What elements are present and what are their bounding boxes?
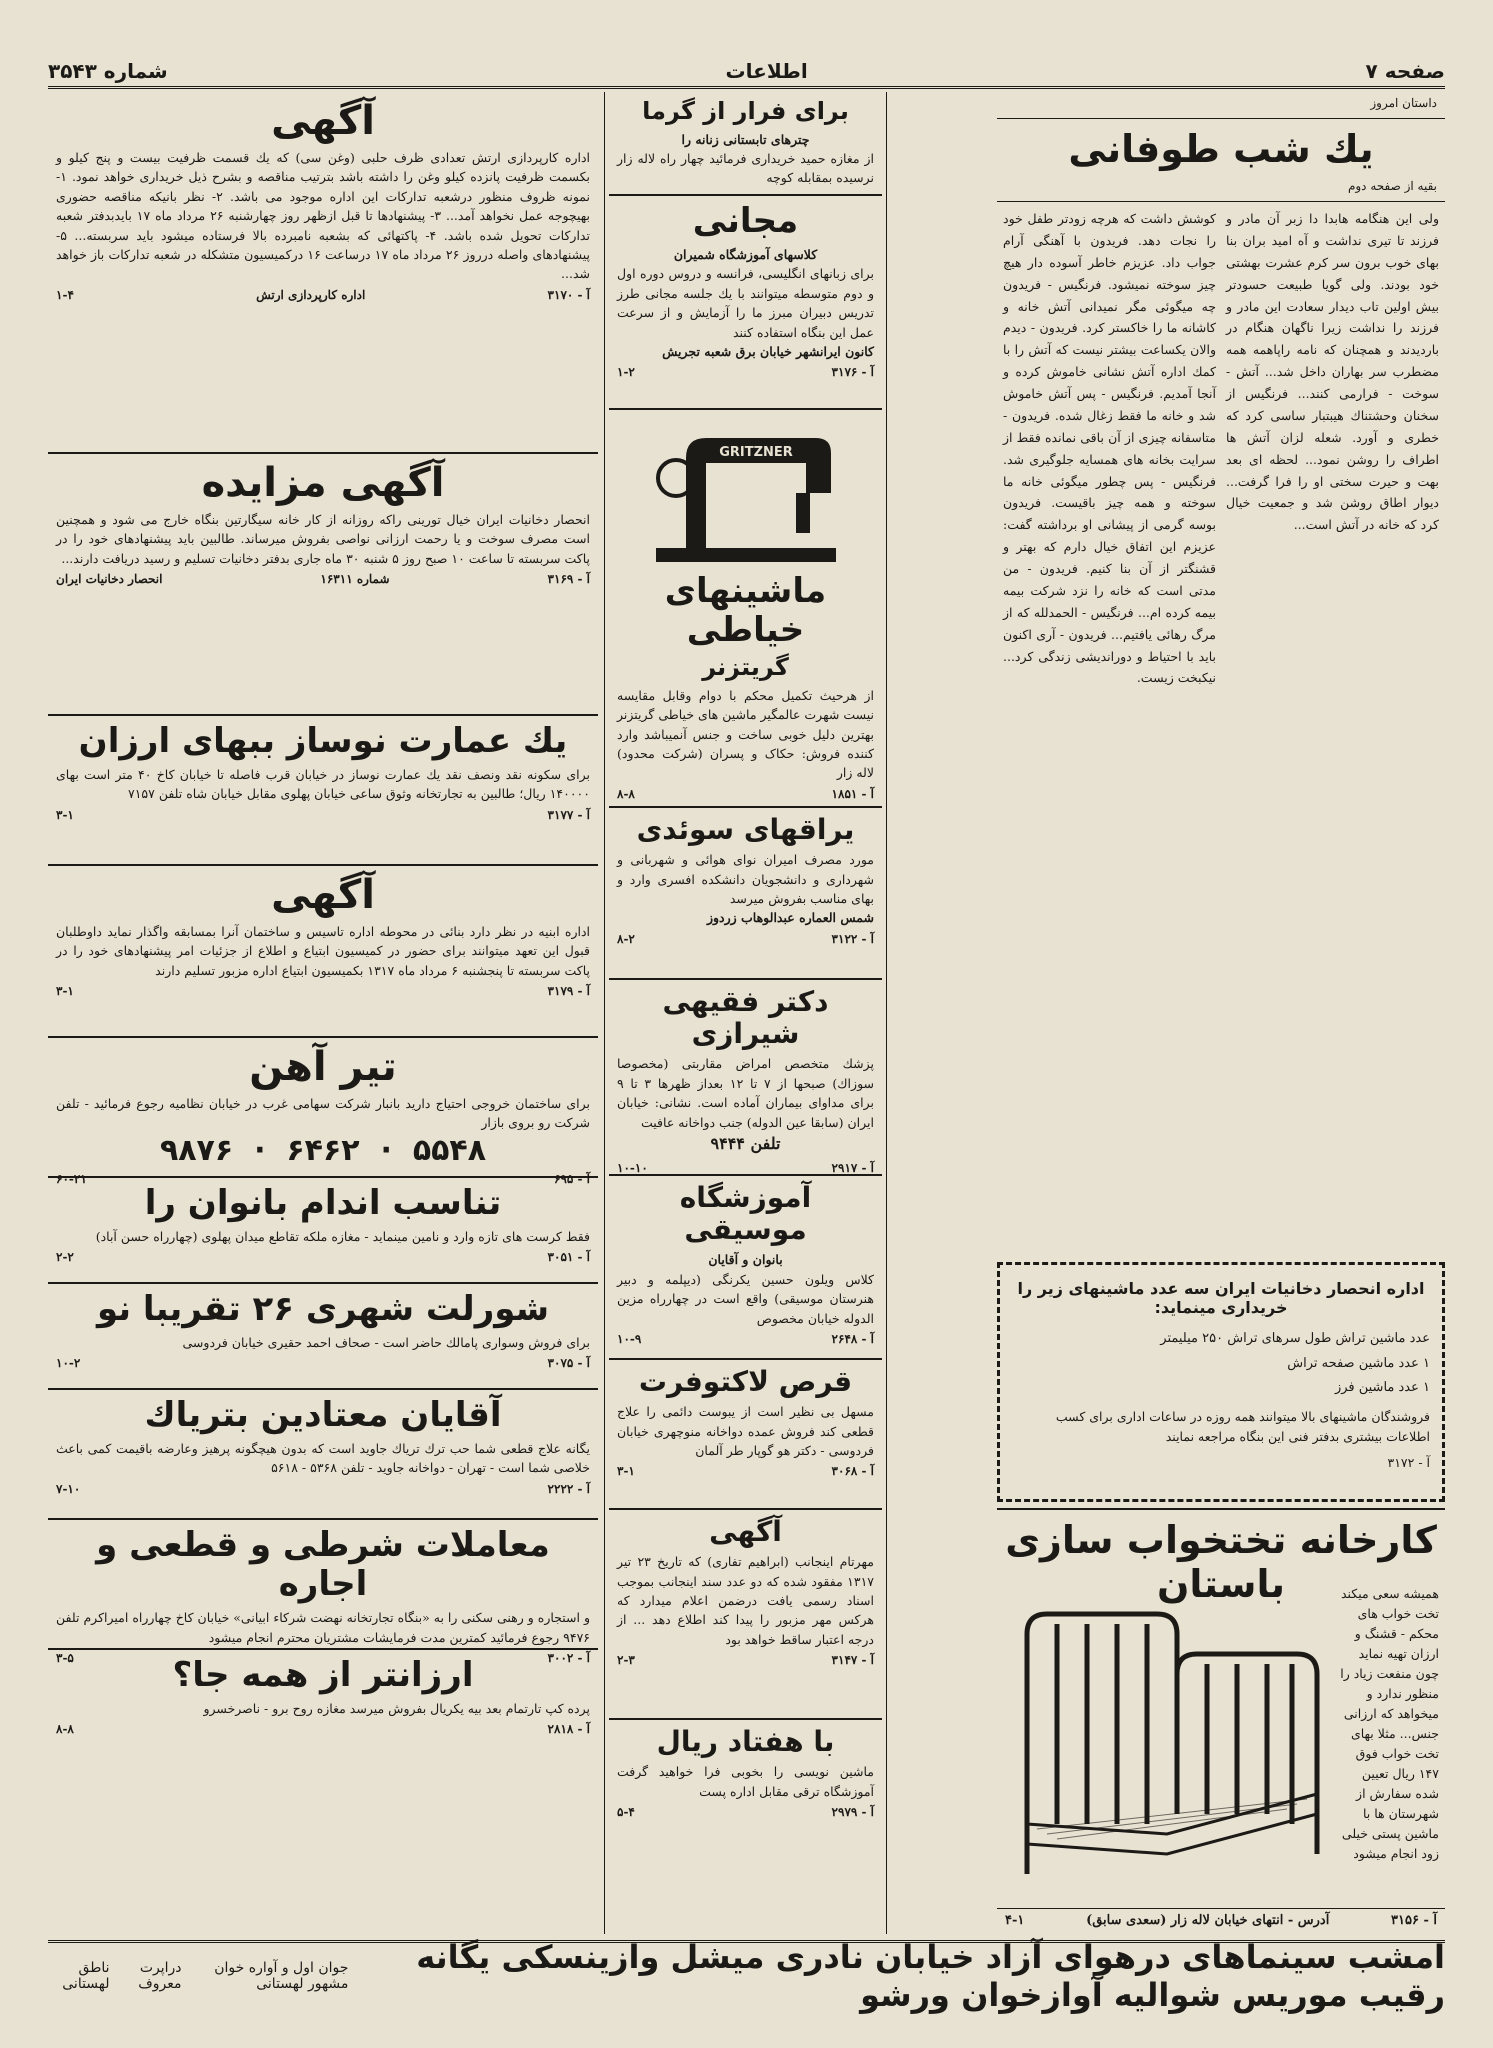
list-item: ۱ عدد ماشین صفحه تراش — [1287, 1355, 1430, 1371]
tobacco-purchase-notice — [997, 1262, 1445, 1502]
iron-phone: ۹۸۷۶ — [159, 1132, 234, 1168]
music-school-ad — [609, 1176, 882, 1360]
swedish-body: مورد مصرف امیران نوای هوائی و شهربانی و شهرداری و دانشجویان دانشکده افسری وارد و بهای مناسب بفروش میرسد — [617, 852, 874, 906]
iron-phone: ۵۵۴۸ — [412, 1132, 487, 1168]
ad-run: ۳-۱ — [56, 984, 74, 999]
music-body: کلاس ویلون حسین یکرنگی (دیپلمه و دبیر هنرستان موسیقی) واقع است در چهارراه مزین الدوله خیابان مخصوص — [617, 1271, 874, 1326]
tobacco-notice-title: اداره انحصار دخانیات ایران سه عدد ماشینهای زیر را خریداری مینماید: — [1017, 1279, 1425, 1317]
ad-run: ۱-۴ — [56, 287, 74, 302]
ad-run: ۳-۱ — [617, 1464, 635, 1479]
ad-code: آ - ۳۱۷۰ — [547, 287, 590, 302]
bed-factory-run: ۴-۱ — [1005, 1913, 1025, 1928]
army-title: آگهی — [271, 98, 375, 144]
cinema-banner-note: جوان اول و آواره خوان مشهور لهستانی — [214, 1960, 349, 1992]
story-column — [997, 92, 1445, 1257]
paper-name: اطلاعات — [725, 59, 808, 83]
ad-code: آ - ۲۹۷۹ — [831, 1804, 874, 1819]
ad-code: آ - ۳۱۴۷ — [831, 1653, 874, 1668]
umbrella-subtitle: چترهای تابستانی زنانه را — [681, 131, 810, 147]
left-column — [48, 92, 598, 1934]
ad-run: ۸-۸ — [56, 1722, 74, 1737]
cinema-banner-note: دراپرت معروف — [138, 1960, 182, 1992]
issue-number: شماره ۳۵۴۳ — [48, 59, 168, 83]
umbrella-title: برای فرار از گرما — [642, 97, 849, 125]
story-continued: بقیه از صفحه دوم — [1347, 179, 1437, 193]
story-kicker: داستان امروز — [1370, 96, 1437, 110]
seventy-body: ماشین نویسی را بخوبی فرا خواهید گرفت آموزشگاه ترقی مقابل اداره پست — [617, 1764, 874, 1799]
lacto-body: مسهل بی نظیر است از یبوست دائمی را علاج قطعی کند فروش عمده دواخانه منوچهری خیابان فردوسی - دکتر هو گوپار طر آلمان — [617, 1404, 874, 1458]
ad-code: آ - ۳۰۶۸ — [831, 1464, 874, 1479]
free-subtitle: کلاسهای آموزشگاه شمیران — [673, 247, 818, 263]
cinema-banner-text: امشب سینماهای درهوای آزاد خیابان نادری میشل وازینسکی یگانه رقیب موریس شوالیه آوازخوان ورشو — [416, 1938, 1445, 2014]
auction-number: شماره ۱۶۳۱۱ — [320, 572, 390, 587]
sewing-brand: GRITZNER — [718, 445, 793, 460]
story-continued-row — [997, 175, 1445, 202]
bed-factory-text: همیشه سعی میکند تخت خواب های محکم - قشنگ و ارزان تهیه نماید چون منفعت زیاد را منظور ندارد و میخواهد که ارزانی جنس... مثلا بهای تخت خواب فوق ۱۴۷ ریال تعیین شده سفارش از شهرستان ها با ماشین پستی خیلی زود انجام میشود — [1340, 1586, 1439, 1861]
ad-code: آ - ۳۱۷۷ — [547, 807, 590, 822]
umbrella-body: از مغازه حمید خریداری فرمائید چهار راه لاله زار نرسیده بمقابله کوچه — [617, 150, 874, 186]
ad-run: ۱۰-۱۰ — [617, 1160, 648, 1175]
sewing-machine-illustration — [646, 418, 846, 568]
ad-run: ۵-۴ — [617, 1804, 635, 1819]
construction-notice — [48, 866, 598, 1038]
free-address: کانون ایرانشهر خیابان برق شعبه تجریش — [662, 343, 874, 359]
ad-run: ۶۰-۲۱ — [56, 1171, 87, 1186]
bed-factory-title: کارخانه تختخواب سازی باستان — [1005, 1518, 1437, 1606]
opium-cure-ad — [48, 1390, 598, 1520]
bed-illustration — [1007, 1584, 1327, 1884]
bed-factory-address: آدرس - انتهای خیابان لاله زار (سعدی سابق) — [1086, 1913, 1330, 1928]
army-body: اداره کارپردازی ارتش تعدادی ظرف حلبی (وغن سی) که یك قسمت ظرفیت بیست و پنج کیلو و بکسمت ظرفیت پانزده کیلو وغن را داشته باشد بترتیب مناقصه و بشرح ذیل خریداری خواهد نمود. ۱- نمونه ظروف منظور درشعبه تدارکات این اداره موجود می باشد. ۲- نظر بانیکه مناقصه حضوری بهیچوجه عمل نخواهد آمد... ۳- پیشنهادها تا قبل ازظهر روز چهارشنبه ۲۶ مرداد ماه ۱۷ بایدبدفتر شعبه تدارکات تحویل شده باشد. ۴- پاکتهائی که بشعبه نامبرده بالا فرستاده میشود باید سربسته... ۵- پیشنهادهای واصله درروز ۲۶ مرداد ماه ۱۷ درساعت ۱۶ درکمیسیون متشکله در شعبه تدارکات باز خواهد شد... — [56, 150, 591, 282]
building-body: برای سکونه نقد ونصف نقد یك عمارت نوساز در خیابان قرب فاصله تا خیابان کاخ ۴۰ متر است بهای ۱۴۰۰۰۰ ریال؛ طالبین به تجارتخانه وثوق ساعی خیابان پهلوی مقابل خیابان شاه تلفن ۷۱۵۷ — [56, 767, 590, 802]
ad-code: آ - ۳۱۷۹ — [547, 984, 590, 999]
ad-code: آ - ۳۱۶۹ — [547, 572, 590, 587]
page-number: صفحه ۷ — [1365, 59, 1445, 83]
ad-code: آ - ۳۱۷۲ — [1387, 1455, 1430, 1471]
curtain-ad — [48, 1650, 598, 1760]
iron-phone: ۶۴۶۲ — [286, 1132, 360, 1168]
bed-factory-footer — [997, 1908, 1445, 1928]
cinema-banner-note: ناطق لهستانی — [62, 1960, 110, 1992]
doctor-phone: تلفن ۹۴۴۴ — [710, 1133, 781, 1153]
army-tender-ad — [48, 92, 598, 454]
sewing-subtitle: گریتزنر — [702, 653, 789, 682]
auction-title: آگهی مزایده — [201, 460, 445, 506]
ad-run: ۱-۲ — [617, 365, 635, 380]
ad-code: آ - ۲۹۱۷ — [831, 1160, 874, 1175]
chevrolet-body: برای فروش وسواری پامالك حاضر است - صحاف احمد حقیری خیابان فردوسی — [182, 1335, 590, 1351]
story-body — [997, 202, 1445, 1262]
chevrolet-ad — [48, 1284, 598, 1390]
list-item: عدد ماشین تراش طول سرهای تراش ۲۵۰ میلیمتر — [1160, 1331, 1430, 1346]
story-col-2: کوشش داشت که هرچه زودتر طفل خود را نجات دهد. فریدون با آهنگی آرام جواب داد. عزیزم خاطر آسوده دار هیچ چیز سوخته نمیشود. فرنگیس - فریدون چه میگوئی مگر نمیدانی آتش خانه و کاشانه ما را خاکستر کرد. فریدون - دیدم والان یکساعت بیشتر نیست که آتش را با کمك اداره آتش نشانی خاموش کرده و آنجا آمدیم. فرنگیس - پس آتش خاموش شد و خانه ما فقط زغال شده. فریدون - متاسفانه چیزی از آن باقی نمانده فقط از سرایت بخانه های همسایه جلوگیری شد. فرنگیس - پس چطور میگوئی خانه ما سوخته و همه چیز باقیست. فریدون بوسه گرمی از پیشانی او برداشته گفت: عزیزم این اتفاق خیال دارم که بهتر و قشنگتر از آن بنا کنیم. فریدون - من مدتی است که خانه را نزد شرکت بیمه بیمه کرده ام... فرنگیس - الحمدلله که از مرگ رهائی یافتیم... فریدون - آری اکنون باید با احتیاط و دوراندیشی زندگی کرد... نیکبخت زیست. — [1003, 211, 1216, 686]
lost-seal-notice — [609, 1510, 882, 1720]
swedish-braid-ad — [609, 808, 882, 980]
ad-run: ۸-۲ — [617, 931, 635, 946]
free-body: برای زبانهای انگلیسی، فرانسه و دروس دوره اول و دوم متوسطه میتوانند با یك جلسه مجانی طرز تدریس دبیران مبرز ما را آزمایش و از سرعت عمل این بنگاه استفاده کنند — [617, 266, 874, 340]
lacto-title: قرص لاکتوفرت — [638, 1365, 853, 1398]
free-classes-ad — [609, 196, 882, 410]
building-title: یك عمارت نوساز ببهای ارزان — [78, 721, 568, 761]
ad-code: آ - ۳۰۵۱ — [547, 1250, 590, 1265]
notice-title: آگهی — [709, 1515, 782, 1548]
ladies-body: فقط کرست های تازه وارد و نامین مینماید - مغازه ملکه تقاطع میدان پهلوی (چهارراه حسن آباد) — [95, 1229, 590, 1245]
ad-code: آ - ۲۲۲۲ — [547, 1481, 590, 1496]
real-estate-ad — [48, 1520, 598, 1665]
ad-run: ۳-۵ — [56, 1650, 74, 1665]
ladies-title: تناسب اندام بانوان را — [144, 1183, 502, 1223]
tobacco-notice-text: فروشندگان ماشینهای بالا میتوانند همه روزه در ساعات اداری برای کسب اطلاعات بیشتری بدفتر فنی این بنگاه مراجعه نمایند — [1055, 1409, 1430, 1445]
ad-run: ۲-۲ — [56, 1250, 74, 1265]
sewing-title: ماشینهای خیاطی — [664, 571, 827, 651]
iron-body: برای ساختمان خروجی احتیاج دارید بانبار شرکت سهامی غرب در خیابان نظامیه رجوع فرمائید - تلفن شرکت رو بروی بازار — [56, 1096, 590, 1131]
ad-code: آ - ۳۰۷۵ — [547, 1356, 590, 1371]
iron-title: تیر آهن — [249, 1044, 397, 1090]
ad-code: آ - ۳۱۲۲ — [831, 931, 874, 946]
deals-body: و استجاره و رهنی سکنی را به «بنگاه تجارتخانه نهضت شرکاء ابیانی» خیابان کاخ چهارراه امیراکرم تلفن ۹۴۷۶ رجوع فرمائید کمترین مدت فرمایشات مشتریان محترم انجام میشود — [56, 1610, 590, 1645]
auction-body: انحصار دخانیات ایران خیال تورینی راکه روزانه از کار خانه سیگارتین بنگاه خارج می شود و همچنین است مصرف سوخت و یا رحمت ارزانی نواصی بفروش میرساند. طالبین باید پیشنهادهای خود را در پاکت سربسته تا ساعت ۱۰ صبح روز ۵ شنبه ۳۰ ماه جاری بدفتر دخانیات تسلیم و رسید دریافت دارند... — [56, 512, 590, 566]
swedish-seller: شمس العماره عبدالوهاب زردوز — [706, 910, 874, 926]
notice-body: مهرتام اینجانب (ابراهیم تفاری) که تاریخ ۲۳ تیر ۱۳۱۷ مفقود شده که دو عدد سند اینجانب بموجب اسناد رسمی یافت درضمن اعلام میدارد که هرکس مهر مزبور را پیدا کند اطلاع دهد ... از درجه اعتبار ساقط خواهد بود — [617, 1554, 874, 1647]
building-sale-ad — [48, 716, 598, 866]
music-subtitle: بانوان و آقایان — [708, 1252, 783, 1268]
ad-code: آ - ۳۱۷۶ — [831, 365, 874, 380]
ad-code: آ - ۳۰۰۲ — [547, 1650, 590, 1665]
story-kicker-row — [997, 92, 1445, 119]
auction-signature: انحصار دخانیات ایران — [56, 572, 163, 587]
cheaper-title: ارزانتر از همه جا؟ — [172, 1655, 474, 1695]
seventy-title: با هفتاد ریال — [656, 1725, 835, 1758]
free-title: مجانی — [692, 201, 799, 241]
doctor-ad — [609, 980, 882, 1176]
ad-run: ۸-۸ — [617, 786, 635, 801]
list-item: ۱ عدد ماشین فرز — [1334, 1380, 1430, 1396]
umbrella-ad — [609, 92, 882, 196]
ad-code: آ - ۶۹۵ — [553, 1171, 590, 1186]
story-title: یك شب طوفانی — [1068, 127, 1374, 171]
ad-run: ۳-۱ — [56, 807, 74, 822]
ad-run: ۷-۱۰ — [56, 1481, 81, 1496]
opium-title: آقایان معتادین بتریاك — [144, 1395, 502, 1435]
ad-code: آ - ۱۸۵۱ — [831, 786, 874, 801]
sewing-body: از هرحیث تکمیل محکم با دوام وقابل مقایسه نیست شهرت عالمگیر ماشین های خیاطی گریتزنر بهترین دلیل خوبی ساخت و جنس آنمیباشد وارد کننده فروش: حکاک و پسران (شرکت محدود) لاله زار — [617, 687, 874, 781]
masthead — [48, 56, 1445, 89]
cinema-banner — [48, 1938, 1445, 2014]
typing-ad — [609, 1720, 882, 1830]
middle-column — [604, 92, 887, 1934]
auction-ad — [48, 454, 598, 716]
ad-code: آ - ۲۶۴۸ — [831, 1331, 874, 1346]
bed-factory-code: آ - ۳۱۵۶ — [1391, 1913, 1437, 1928]
chevrolet-title: شورلت شهری ۲۶ تقریبا نو — [96, 1289, 550, 1329]
ad-code: آ - ۲۸۱۸ — [547, 1722, 590, 1737]
deals-title: معاملات شرطی و قطعی و اجاره — [96, 1525, 550, 1605]
music-title: آموزشگاه موسیقی — [679, 1181, 812, 1247]
lactofert-ad — [609, 1360, 882, 1510]
doctor-title: دکتر فقیهی شیرازی — [662, 985, 829, 1051]
ad-run: ۲-۳ — [617, 1653, 635, 1668]
notice2-title: آگهی — [271, 872, 375, 918]
iron-phones: ۵۵۴۸ · ۶۴۶۲ · ۹۸۷۶ — [159, 1132, 487, 1168]
bed-factory-ad — [997, 1508, 1445, 1934]
iron-beam-ad — [48, 1038, 598, 1186]
ad-run: ۱۰-۲ — [56, 1356, 81, 1371]
swedish-title: یراقهای سوئدی — [636, 813, 855, 846]
army-signature: اداره کارپردازی ارتش — [256, 287, 366, 302]
cheaper-body: پرده کپ تارتمام بعد بیه یکریال بفروش میرسد مغازه روح برو - ناصرخسرو — [203, 1701, 590, 1717]
ad-run: ۱۰-۹ — [617, 1331, 642, 1346]
tobacco-machine-list — [1012, 1327, 1430, 1401]
sewing-machine-ad — [609, 410, 882, 808]
notice2-body: اداره ابنیه در نظر دارد بنائی در محوطه اداره تاسیس و ساختمان آنرا بمسابقه واگذار نماید داوطلبان قبول این تعهد میتوانند برای حضور در کمیسیون ابتیاع و اطلاع از جزئیات امر پیشنهادهای خود را در پاکت سربسته تا پنجشنبه ۶ مرداد ماه ۱۳۱۷ بکمیسیون ابتیاع اداره مزبور تسلیم دارند — [56, 924, 590, 978]
doctor-body: پزشك متخصص امراض مقاربتی (مخصوصا سوزاك) صبحها از ۷ تا ۱۲ بعداز ظهرها ۳ تا ۹ برای مداوای بیماران آماده است. نشانی: خیابان ایران (سابقا عین الدوله) جنب دواخانه عافیت — [617, 1056, 874, 1130]
opium-body: یگانه علاج قطعی شما حب ترك تریاك جاوید است که بدون هیچگونه پرهیز وعارضه باقیمت کمی باعث خلاصی شما است - تهران - دواخانه جاوید - تلفن ۵۳۶۸ - ۵۶۱۸ — [56, 1441, 590, 1476]
corset-ad — [48, 1178, 598, 1284]
story-col-1: ولی این هنگامه هابدا دا زبر آن مادر و فرزند تا تیری نداشت و آه امید بران بنا بهای خوب برون سر کرم عشرت بهشتی خود بودند. ولی گویا طبیعت حسودتر بیش اولین تاب دیدار سعادت این مادر و فرزند را نداشت زیرا ناگهان هنگام در باردیدند و همچنان که نامه راپاهمه همه مضطرب سر بهاران داخل شد... آتش - سوخت - فرارمی کنند... فرنگیس از سخنان وحشتناك هیبتبار ساسی کرد که خطری و آورد. شعله لزان آتش ها اطراف را روشن نمود... لحظه ای بعد بهت و حیرت سختی او را فرا گرفت... دیوار اطاق روشن شد و جمعیت خیال کرد که خانه در آتش است... — [1226, 211, 1439, 533]
